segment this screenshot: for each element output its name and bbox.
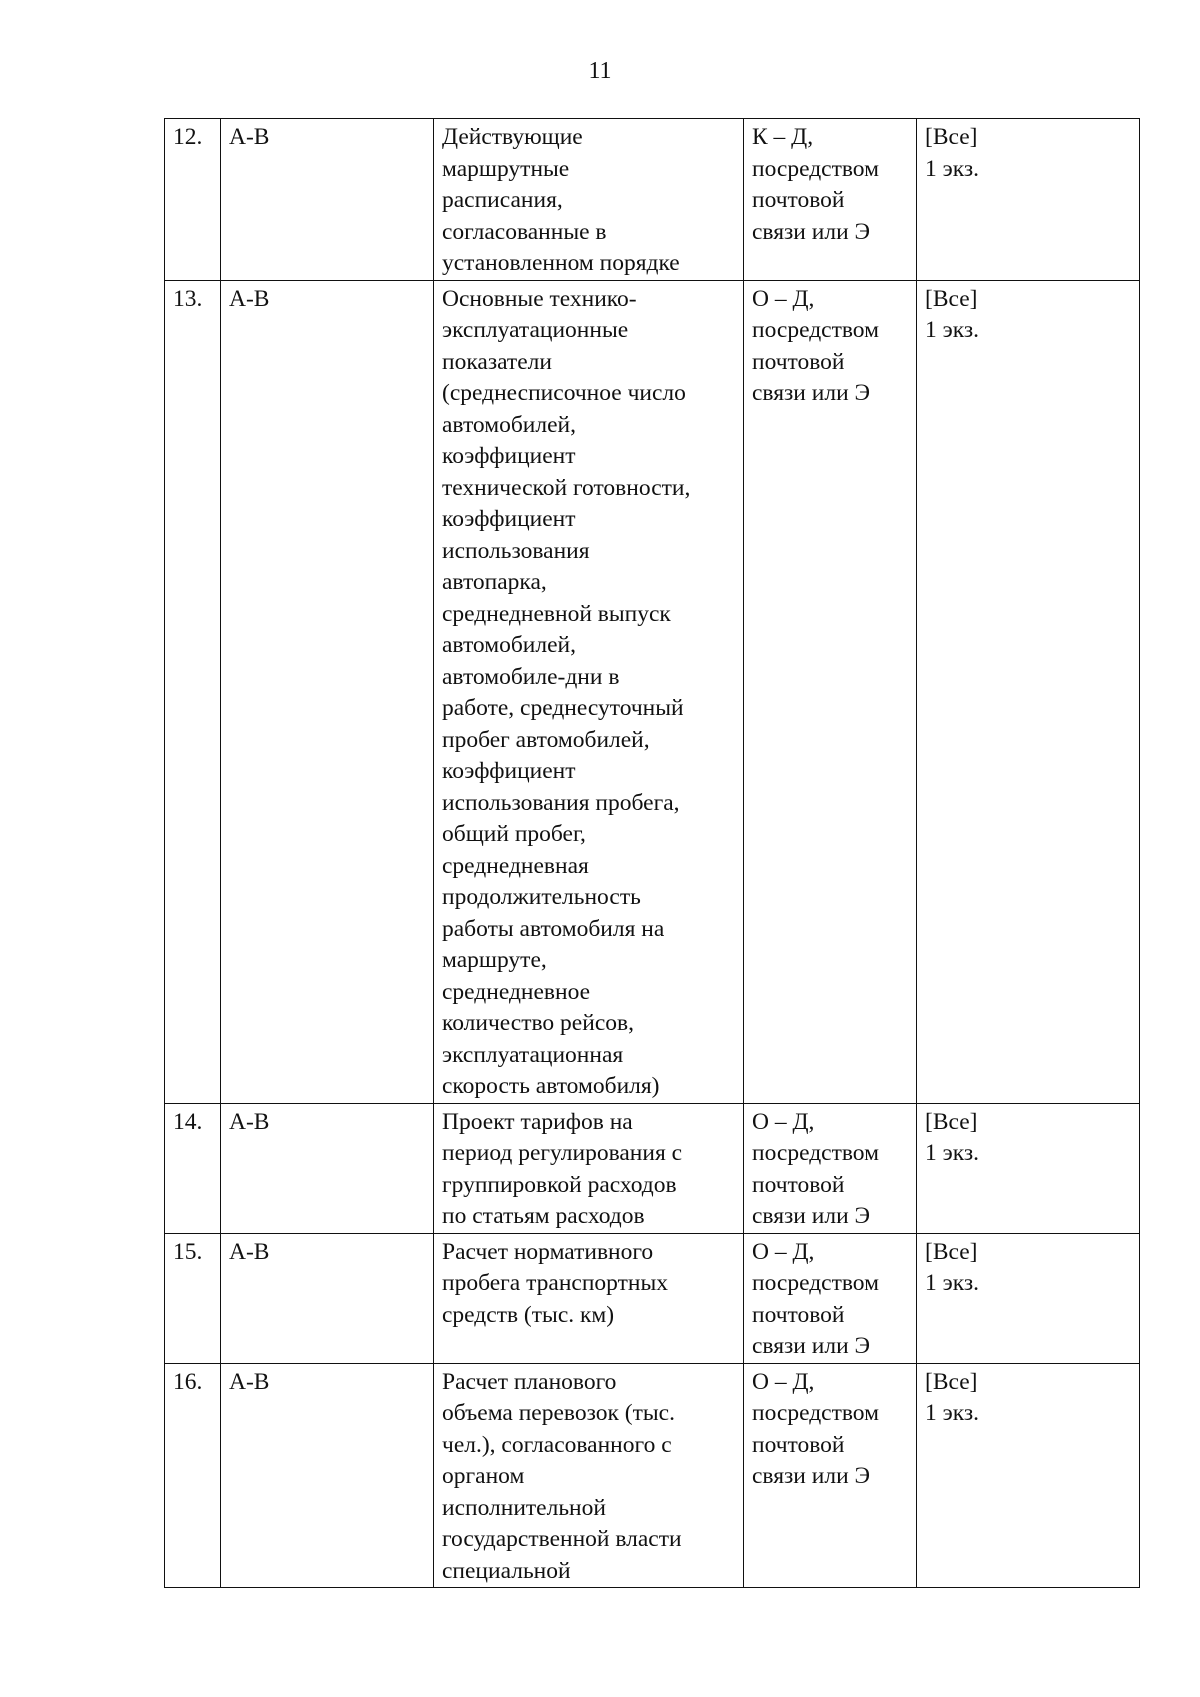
row-name-line: Расчет планового bbox=[442, 1368, 617, 1395]
row-number-cell bbox=[165, 1233, 221, 1363]
row-recipients-line: 1 экз. bbox=[925, 317, 979, 343]
row-code: А-В bbox=[229, 1238, 270, 1265]
row-name-cell bbox=[434, 1103, 744, 1233]
row-name-line: технической готовности, bbox=[442, 474, 691, 501]
row-name-line: объема перевозок (тыс. bbox=[442, 1400, 675, 1426]
row-terms-line: посредством bbox=[752, 155, 879, 182]
row-number-cell bbox=[165, 1103, 221, 1233]
row-name-line: эксплуатационная bbox=[442, 1041, 624, 1068]
row-name-line: коэффициент bbox=[442, 758, 576, 784]
row-name-line: расписания, bbox=[442, 187, 563, 213]
row-name-line: средств (тыс. км) bbox=[442, 1301, 615, 1328]
row-terms-cell bbox=[744, 1103, 917, 1233]
row-name-line: Расчет нормативного bbox=[442, 1238, 654, 1265]
row-terms-line: связи или Э bbox=[752, 1463, 871, 1489]
page-number: 11 bbox=[588, 58, 612, 84]
row-name-line: маршруте, bbox=[442, 947, 547, 973]
row-number: 16. bbox=[173, 1368, 203, 1395]
row-name-line: период регулирования с bbox=[442, 1140, 683, 1166]
row-terms-cell bbox=[744, 1233, 917, 1363]
row-number: 12. bbox=[173, 124, 203, 150]
row-name-line: скорость автомобиля) bbox=[442, 1073, 660, 1099]
row-terms-line: посредством bbox=[752, 1140, 879, 1166]
row-terms-line: посредством bbox=[752, 1400, 879, 1426]
row-recipients-line: [Все] bbox=[925, 124, 978, 150]
row-name-line: коэффициент bbox=[442, 443, 576, 469]
row-terms-cell bbox=[744, 280, 917, 1103]
row-recipients-line: [Все] bbox=[925, 1368, 978, 1395]
row-terms-line: О – Д, bbox=[752, 1368, 815, 1395]
row-number-cell bbox=[165, 119, 221, 281]
row-code-cell bbox=[221, 119, 434, 281]
row-number: 14. bbox=[173, 1108, 203, 1135]
row-terms-line: связи или Э bbox=[752, 1203, 871, 1229]
row-name-line: автомобилей, bbox=[442, 411, 576, 438]
row-terms-line: почтовой bbox=[752, 1431, 845, 1458]
reporting-table bbox=[164, 118, 1140, 1588]
row-name-cell bbox=[434, 1363, 744, 1588]
row-terms-line: К – Д, bbox=[752, 124, 814, 150]
row-name-line: автомобиле-дни в bbox=[442, 663, 620, 690]
row-terms-line: О – Д, bbox=[752, 1108, 815, 1135]
row-code: А-В bbox=[229, 1108, 270, 1135]
row-name-line: чел.), согласованного с bbox=[442, 1431, 672, 1458]
table-row bbox=[165, 1363, 1140, 1588]
row-name-line: коэффициент bbox=[442, 506, 576, 532]
row-terms-line: посредством bbox=[752, 1270, 879, 1296]
row-recipients-cell bbox=[917, 280, 1140, 1103]
row-terms-line: посредством bbox=[752, 317, 879, 343]
row-name-cell bbox=[434, 280, 744, 1103]
row-code-cell bbox=[221, 1103, 434, 1233]
row-name-line: по статьям расходов bbox=[442, 1203, 645, 1229]
row-code: А-В bbox=[229, 285, 270, 312]
row-name-line: согласованные в bbox=[442, 218, 607, 245]
row-recipients-cell bbox=[917, 1233, 1140, 1363]
row-name-line: автомобилей, bbox=[442, 632, 576, 658]
row-recipients-line: 1 экз. bbox=[925, 1270, 979, 1296]
row-code-cell bbox=[221, 1233, 434, 1363]
row-terms-line: О – Д, bbox=[752, 1238, 815, 1265]
row-terms-line: почтовой bbox=[752, 348, 845, 375]
row-terms-line: почтовой bbox=[752, 1301, 845, 1328]
row-name-line: Проект тарифов на bbox=[442, 1108, 633, 1135]
row-name-line: среднедневное bbox=[442, 978, 591, 1005]
row-code: А-В bbox=[229, 1368, 270, 1395]
row-name-line: Действующие bbox=[442, 124, 583, 150]
row-number: 13. bbox=[173, 285, 203, 312]
row-name-line: специальной bbox=[442, 1557, 571, 1584]
row-name-line: среднедневной выпуск bbox=[442, 600, 671, 627]
row-code: А-В bbox=[229, 124, 270, 150]
row-terms-line: почтовой bbox=[752, 187, 845, 213]
row-terms-line: почтовой bbox=[752, 1171, 845, 1198]
row-terms-line: О – Д, bbox=[752, 285, 815, 312]
table-row bbox=[165, 1103, 1140, 1233]
row-name-line: группировкой расходов bbox=[442, 1171, 677, 1198]
row-code-cell bbox=[221, 1363, 434, 1588]
row-name-line: использования пробега, bbox=[442, 789, 680, 816]
row-code-cell bbox=[221, 280, 434, 1103]
row-recipients-cell bbox=[917, 119, 1140, 281]
row-recipients-line: 1 экз. bbox=[925, 155, 979, 182]
row-terms-line: связи или Э bbox=[752, 1333, 871, 1359]
row-name-line: работы автомобиля на bbox=[442, 915, 665, 942]
row-name-line: исполнительной bbox=[442, 1494, 606, 1521]
row-recipients-line: [Все] bbox=[925, 285, 978, 312]
row-name-line: Основные технико- bbox=[442, 285, 637, 312]
row-name-cell bbox=[434, 119, 744, 281]
row-number-cell bbox=[165, 1363, 221, 1588]
row-terms-cell bbox=[744, 1363, 917, 1588]
row-name-line: продолжительность bbox=[442, 884, 641, 910]
table-body bbox=[165, 119, 1140, 1588]
row-terms-line: связи или Э bbox=[752, 380, 871, 406]
row-name-line: эксплуатационные bbox=[442, 317, 629, 343]
row-recipients-cell bbox=[917, 1103, 1140, 1233]
table-row bbox=[165, 119, 1140, 281]
row-recipients-cell bbox=[917, 1363, 1140, 1588]
row-name-line: общий пробег, bbox=[442, 821, 586, 847]
row-recipients-line: 1 экз. bbox=[925, 1400, 979, 1426]
row-name-line: среднедневная bbox=[442, 852, 589, 879]
row-name-line: работе, среднесуточный bbox=[442, 695, 684, 721]
row-name-line: пробега транспортных bbox=[442, 1270, 668, 1296]
row-recipients-line: 1 экз. bbox=[925, 1140, 979, 1166]
row-number-cell bbox=[165, 280, 221, 1103]
row-name-line: использования bbox=[442, 537, 590, 564]
row-name-line: государственной власти bbox=[442, 1526, 682, 1552]
row-name-line: пробег автомобилей, bbox=[442, 726, 650, 753]
row-name-line: количество рейсов, bbox=[442, 1010, 634, 1036]
row-name-line: органом bbox=[442, 1463, 525, 1489]
row-terms-line: связи или Э bbox=[752, 218, 871, 245]
row-terms-cell bbox=[744, 119, 917, 281]
row-recipients-line: [Все] bbox=[925, 1108, 978, 1135]
table-row bbox=[165, 280, 1140, 1103]
row-number: 15. bbox=[173, 1238, 203, 1265]
row-recipients-line: [Все] bbox=[925, 1238, 978, 1265]
row-name-line: автопарка, bbox=[442, 569, 547, 595]
row-name-line: установленном порядке bbox=[442, 250, 680, 276]
table-row bbox=[165, 1233, 1140, 1363]
row-name-line: (среднесписочное число bbox=[442, 380, 686, 406]
row-name-cell bbox=[434, 1233, 744, 1363]
row-name-line: маршрутные bbox=[442, 155, 570, 182]
row-name-line: показатели bbox=[442, 348, 552, 375]
